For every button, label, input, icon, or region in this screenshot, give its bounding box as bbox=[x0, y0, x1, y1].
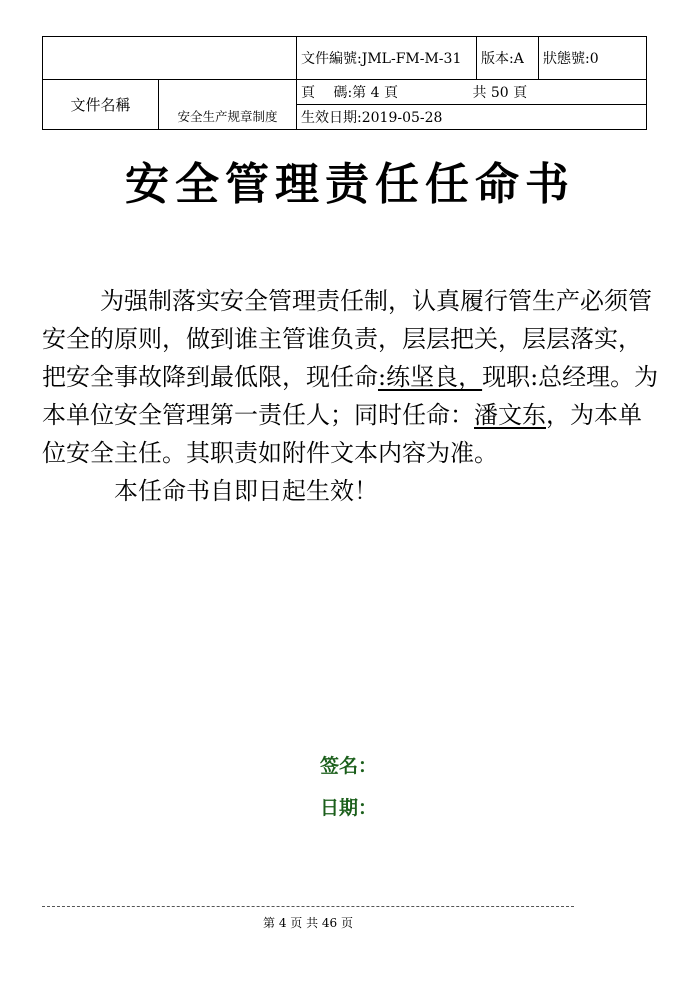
footer-divider bbox=[42, 906, 574, 907]
footer-page-info: 第 4 页 共 46 页 bbox=[263, 916, 353, 930]
page-info-cell bbox=[297, 80, 647, 105]
status-number: 狀態號:0 bbox=[539, 37, 647, 80]
body-paragraph-1 bbox=[42, 282, 660, 472]
body-text-a: 为强制落实安全管理责任制，认真履行管生产必须管安全的原则，做到谁主管谁负责，层层把关，层层落实，把安全事故降到最低限，现任命 bbox=[42, 287, 652, 391]
body-text-b: 现职:总经理。为本单位安全管理第一责任人；同时任命： bbox=[42, 363, 659, 429]
document-title: 安全管理责任任命书 bbox=[125, 159, 575, 210]
date-label: 日期： bbox=[320, 797, 378, 819]
doc-number: 文件編號:JML-FM-M-31 bbox=[297, 37, 477, 80]
appointee-1: :练坚良， bbox=[378, 363, 483, 391]
doc-name-label: 文件名稱 bbox=[43, 80, 159, 130]
body-text-c: ，为本单位安全主任。其职责如附件文本内容为准。 bbox=[42, 401, 642, 467]
signature-label: 签名： bbox=[320, 755, 378, 777]
doc-name-value: 安全生产规章制度 bbox=[159, 80, 297, 130]
document-body bbox=[42, 282, 660, 510]
effective-date: 生效日期:2019-05-28 bbox=[297, 105, 647, 130]
version: 版本:A bbox=[477, 37, 539, 80]
appointee-2: 潘文东 bbox=[474, 401, 546, 429]
page-total: 共 50 頁 bbox=[472, 85, 528, 101]
document-header-table bbox=[42, 36, 647, 130]
page-label: 頁 碼:第 4 頁 bbox=[301, 85, 398, 101]
body-paragraph-2: 本任命书自即日起生效！ bbox=[114, 477, 378, 505]
header-blank-cell bbox=[43, 37, 297, 80]
